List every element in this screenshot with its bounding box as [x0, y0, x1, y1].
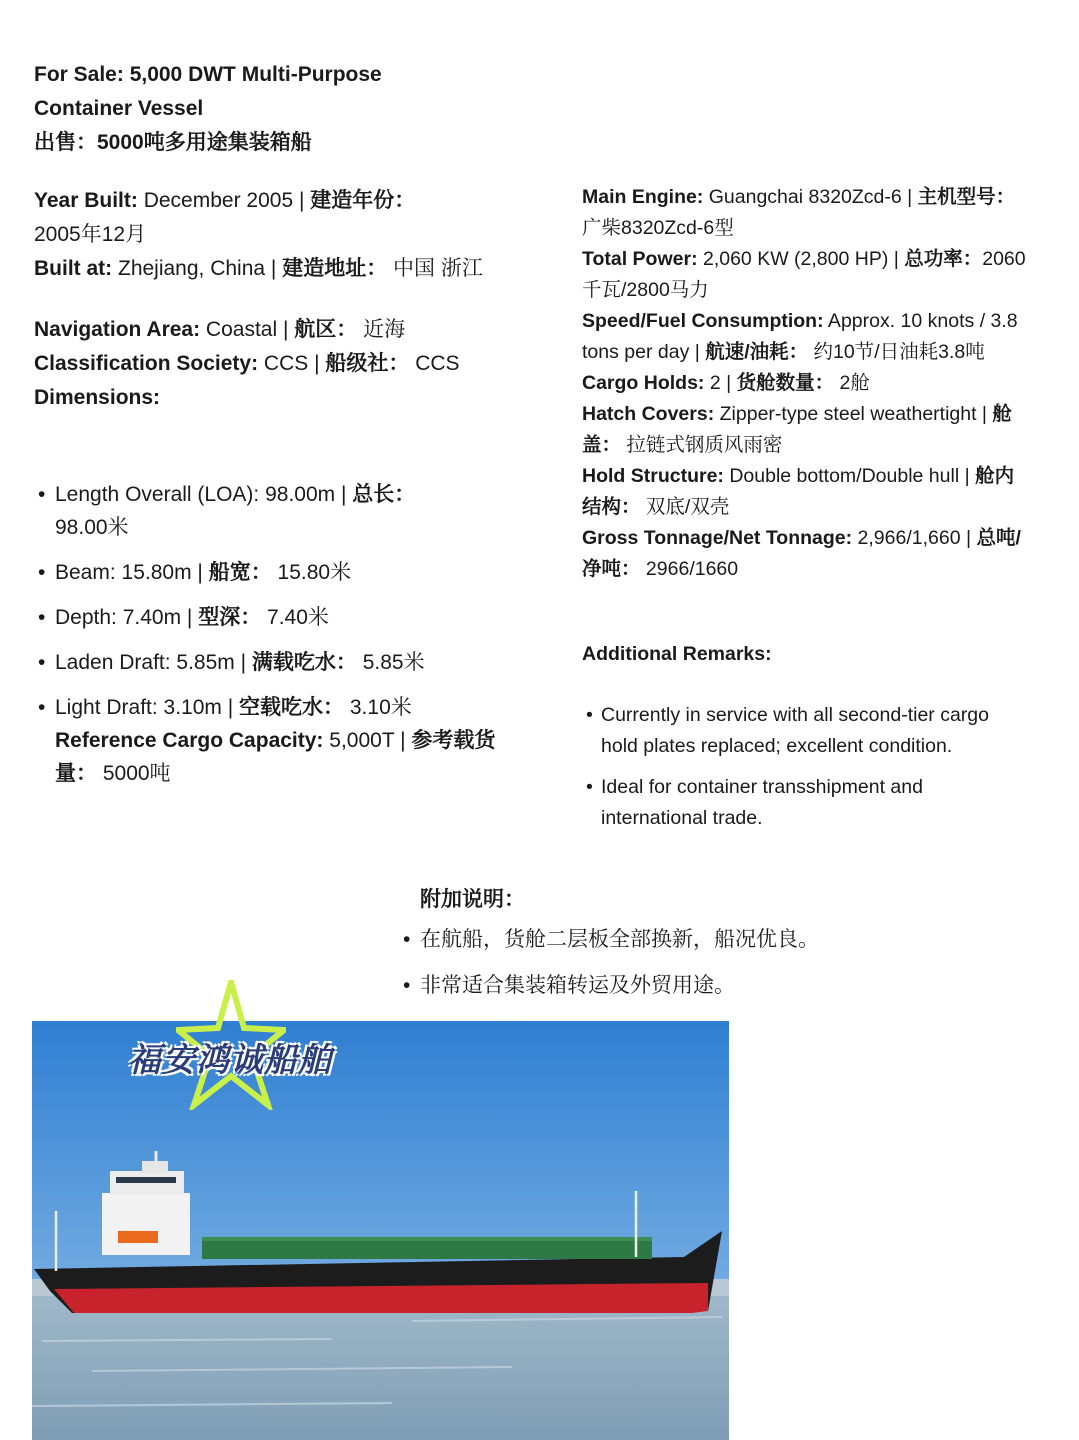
remark-text: Ideal for container transshipment and international trade.: [601, 776, 923, 829]
year-built-cn-value: 2005年12月: [34, 223, 147, 246]
power-cn-label: 总功率：: [904, 248, 983, 270]
navigation-area: [34, 313, 514, 347]
laden-cn-label: 满载吃水：: [251, 651, 357, 674]
ship-photo: [32, 1021, 729, 1440]
speed-fuel: [582, 306, 1027, 368]
year-built-cn-label: 建造年份：: [310, 189, 416, 212]
remarks-title: Additional Remarks:: [582, 643, 772, 665]
title-line-2: Container Vessel: [34, 97, 204, 120]
hold-struct-cn-label: 舱内结构：: [582, 465, 1015, 518]
beam-text: Beam: 15.80m |: [55, 561, 209, 584]
depth-text: Depth: 7.40m |: [55, 606, 199, 629]
list-item: [34, 646, 514, 679]
watermark-text: 福安鸿诚船舶: [128, 1041, 332, 1078]
light-text: Light Draft: 3.10m |: [55, 696, 240, 719]
bullet-icon: •: [38, 606, 46, 629]
remarks-cn-title: 附加说明：: [420, 888, 525, 911]
speed-cn-value: 约10节/日油耗3.8吨: [808, 341, 985, 363]
beam-cn-value: 15.80米: [271, 561, 352, 584]
bullet-icon: •: [403, 928, 411, 951]
cargo-cap-label: Reference Cargo Capacity:: [55, 729, 324, 752]
remark-cn-text: 在航船，货舱二层板全部换新，船况优良。: [420, 928, 819, 951]
bullet-icon: •: [403, 974, 411, 997]
bullet-icon: •: [38, 651, 46, 674]
engine-cn-value: 广柴8320Zcd-6型: [582, 217, 734, 239]
engine-value: Guangchai 8320Zcd-6 |: [703, 186, 918, 208]
total-power: [582, 244, 1027, 306]
list-item: [34, 478, 514, 544]
main-engine: [582, 182, 1027, 244]
title-line-3: 出售：5000吨多用途集装箱船: [34, 131, 312, 154]
class-cn-label: 船级社：: [325, 352, 410, 375]
class-value: CCS |: [258, 352, 326, 375]
hatch-label: Hatch Covers:: [582, 403, 715, 425]
navigation-cn-label: 航区：: [294, 318, 358, 341]
speed-label: Speed/Fuel Consumption:: [582, 310, 824, 332]
built-at-label: Built at:: [34, 257, 113, 280]
tonnage: [582, 523, 1027, 585]
remark-text: Currently in service with all second-tier cargo hold plates replaced; excellent condition.: [601, 704, 989, 757]
light-cn-label: 空载吃水：: [239, 696, 345, 719]
cargo-cap-cn-value: 5000吨: [97, 762, 171, 785]
bullet-icon: •: [38, 696, 46, 719]
remarks-list: [582, 700, 1022, 844]
list-item: [582, 700, 1022, 762]
power-cn-value: 2060千瓦/2800马力: [582, 248, 1026, 301]
list-item: [582, 772, 1022, 834]
loa-text: Length Overall (LOA): 98.00m |: [55, 483, 353, 506]
bullet-icon: •: [586, 704, 593, 726]
hatch-cn-value: 拉链式钢质风雨密: [621, 434, 783, 456]
specs-left: [34, 184, 514, 415]
power-value: 2,060 KW (2,800 HP) |: [697, 248, 905, 270]
beam-cn-label: 船宽：: [208, 561, 272, 584]
list-item: [34, 691, 514, 790]
laden-text: Laden Draft: 5.85m |: [55, 651, 252, 674]
dimensions-label: Dimensions:: [34, 386, 161, 409]
hatch-covers: [582, 399, 1027, 461]
specs-right: [582, 182, 1027, 585]
title-line-1: For Sale: 5,000 DWT Multi-Purpose: [34, 63, 382, 86]
hold-struct-label: Hold Structure:: [582, 465, 724, 487]
engine-label: Main Engine:: [582, 186, 704, 208]
hold-structure: [582, 461, 1027, 523]
classification-society: [34, 347, 514, 381]
year-built: [34, 184, 514, 252]
holds-cn-value: 2舱: [834, 372, 870, 394]
dimensions-heading: [34, 381, 514, 415]
remarks-cn: [400, 883, 960, 1009]
navigation-cn-value: 近海: [357, 318, 406, 341]
cargo-cap-value: 5,000T |: [323, 729, 412, 752]
hold-struct-value: Double bottom/Double hull |: [723, 465, 976, 487]
holds-value: 2 |: [704, 372, 737, 394]
built-at-value: Zhejiang, China |: [112, 257, 283, 280]
class-label: Classification Society:: [34, 352, 259, 375]
remark-cn-text: 非常适合集装箱转运及外贸用途。: [420, 974, 735, 997]
cargo-holds: [582, 368, 1027, 399]
dimensions-list: [34, 478, 514, 802]
listing-title: [34, 58, 554, 160]
depth-cn-value: 7.40米: [261, 606, 329, 629]
speed-value: Approx. 10 knots / 3.8 tons per day |: [582, 310, 1018, 363]
laden-cn-value: 5.85米: [356, 651, 425, 674]
bullet-icon: •: [38, 483, 46, 506]
holds-cn-label: 货舱数量：: [736, 372, 835, 394]
loa-cn-value: 98.00米: [55, 516, 129, 539]
navigation-value: Coastal |: [200, 318, 295, 341]
list-item: [34, 601, 514, 634]
bullet-icon: •: [586, 776, 593, 798]
speed-cn-label: 航速/油耗：: [705, 341, 809, 363]
class-cn-value: CCS: [409, 352, 460, 375]
bullet-icon: •: [38, 561, 46, 584]
depth-cn-label: 型深：: [198, 606, 262, 629]
tonnage-value: 2,966/1,660 |: [852, 527, 977, 549]
power-label: Total Power:: [582, 248, 698, 270]
list-item: [34, 556, 514, 589]
navigation-label: Navigation Area:: [34, 318, 201, 341]
hatch-cn-label: 舱盖：: [582, 403, 1012, 456]
list-item: [400, 963, 960, 1009]
hold-struct-cn-value: 双底/双壳: [640, 496, 730, 518]
tonnage-cn-label: 总吨/净吨：: [582, 527, 1021, 580]
tonnage-label: Gross Tonnage/Net Tonnage:: [582, 527, 853, 549]
engine-cn-label: 主机型号：: [917, 186, 1016, 208]
year-built-label: Year Built:: [34, 189, 138, 212]
holds-label: Cargo Holds:: [582, 372, 705, 394]
hatch-value: Zipper-type steel weathertight |: [714, 403, 993, 425]
tonnage-cn-value: 2966/1660: [640, 558, 739, 580]
built-at-cn-value: 中国 浙江: [387, 257, 483, 280]
cargo-cap-cn-label: 参考载货量：: [55, 729, 496, 785]
built-at-cn-label: 建造地址：: [282, 257, 388, 280]
light-cn-value: 3.10米: [344, 696, 412, 719]
loa-cn-label: 总长：: [352, 483, 416, 506]
year-built-value: December 2005 |: [137, 189, 311, 212]
built-at: [34, 252, 514, 286]
list-item: [400, 917, 960, 963]
